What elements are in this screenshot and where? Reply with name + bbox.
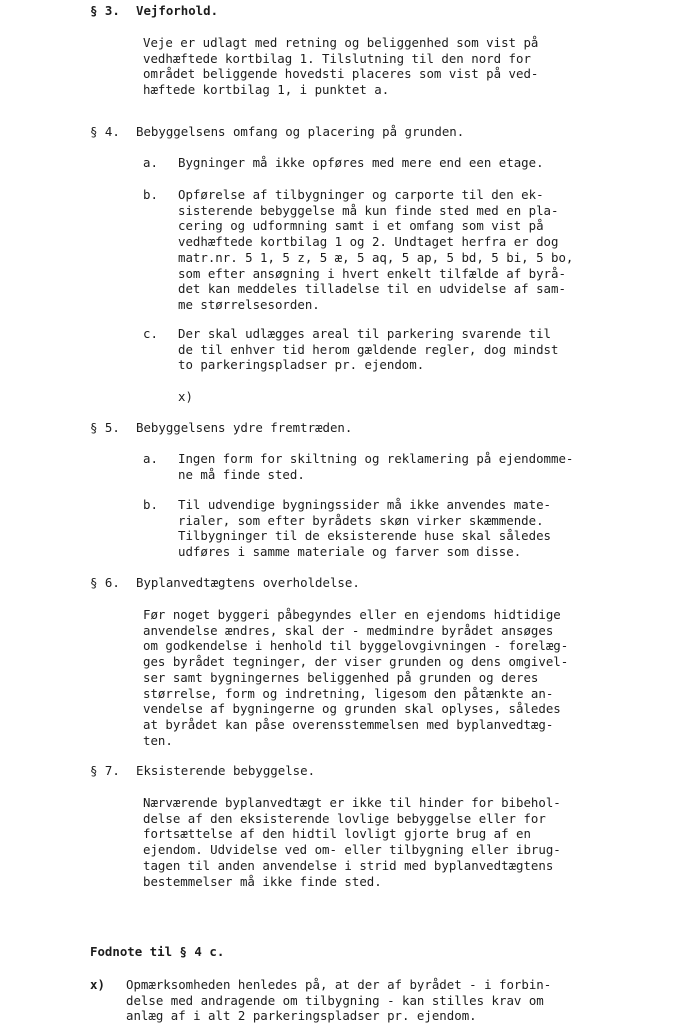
section-5-number: § 5. <box>90 420 120 435</box>
item-text: Bygninger må ikke opføres med mere end een etage. <box>178 155 544 170</box>
section-5-heading <box>90 420 352 435</box>
section-3-heading <box>90 3 218 18</box>
section-4-heading <box>90 124 464 139</box>
item-letter: b. <box>143 497 158 512</box>
section-6-body: Før noget byggeri påbegyndes eller en ejendoms hidtidige anvendelse ændres, skal der - medmindre byrådet ansøges om godkendelse i henhold til byggelovgivningen - forelæg- ges byrådet tegninger, der viser grunden og dens omgivel- ser samt bygningernes beliggenhed på grunden og deres størrelse, form og indretning, ligesom den påtænkte an- vendelse af bygningerne og grunden skal oplyses, således at byrådet kan påse overensstemmelsen med byplanvedtæg- ten. <box>143 607 569 748</box>
item-text: Til udvendige bygningssider må ikke anvendes mate- rialer, som efter byrådets skøn virker skæmmende. Tilbygninger til de eksisterende huse skal således udføres i samme materiale og farver som disse. <box>178 497 551 560</box>
section-7-number: § 7. <box>90 763 120 778</box>
section-3-title: Vejforhold. <box>136 3 219 18</box>
section-6-number: § 6. <box>90 575 120 590</box>
item-text: Opførelse af tilbygninger og carporte til den ek- sisterende bebyggelse må kun finde sted med en pla- cering og udformning samt i et omfang som vist på vedhæftede kortbilag 1 og 2. Undtaget herfra er dog matr.nr. 5 1, 5 z, 5 æ, 5 aq, 5 ap, 5 bd, 5 bi, 5 bo, som efter ansøgning i hvert enkelt tilfælde af byrå- det kan meddeles tilladelse til en udvidelse af sam- me størrelsesorden. <box>178 187 574 312</box>
item-letter: c. <box>143 326 158 341</box>
footnote-text: Opmærksomheden henledes på, at der af byrådet - i forbin- delse med andragende om tilbygning - kan stilles krav om anlæg af i alt 2 parkeringspladser pr. ejendom. <box>126 977 552 1024</box>
section-4-number: § 4. <box>90 124 120 139</box>
item-text: Ingen form for skiltning og reklamering på ejendomme- ne må finde sted. <box>178 451 574 482</box>
section-6-heading <box>90 575 360 590</box>
section-3-body: Veje er udlagt med retning og beliggenhed som vist på vedhæftede kortbilag 1. Tilslutning til den nord for området beliggende hovedsti placeres som vist på ved- hæftede kortbilag 1, i punktet a. <box>143 35 539 98</box>
item-text: Der skal udlægges areal til parkering svarende til de til enhver tid herom gældende regler, dog mindst to parkeringspladser pr. ejendom. <box>178 326 559 373</box>
footnote-mark: x) <box>90 977 105 992</box>
footnote-reference: x) <box>178 389 193 404</box>
section-7-heading <box>90 763 315 778</box>
section-7-title: Eksisterende bebyggelse. <box>136 763 316 778</box>
item-letter: b. <box>143 187 158 202</box>
section-7-body: Nærværende byplanvedtægt er ikke til hinder for bibehol- delse af den eksisterende lovlige bebyggelse eller for fortsættelse af den hidtil lovligt gjorte brug af en ejendom. Udvidelse ved om- eller tilbygning eller ibrug- tagen til anden anvendelse i strid med byplanvedtægtens bestemmelser må ikke finde sted. <box>143 795 561 889</box>
section-5-title: Bebyggelsens ydre fremtræden. <box>136 420 353 435</box>
section-6-title: Byplanvedtægtens overholdelse. <box>136 575 360 590</box>
section-4-title: Bebyggelsens omfang og placering på grunden. <box>136 124 465 139</box>
item-letter: a. <box>143 451 158 466</box>
footnote-heading: Fodnote til § 4 c. <box>90 944 225 959</box>
section-3-number: § 3. <box>90 3 120 18</box>
item-letter: a. <box>143 155 158 170</box>
